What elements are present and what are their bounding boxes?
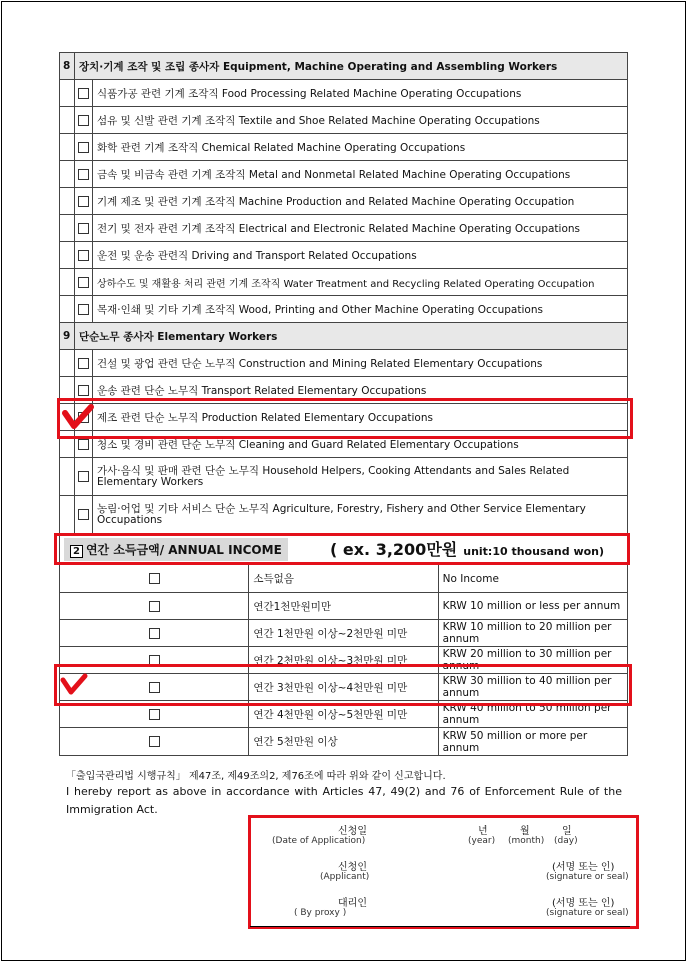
occupation-label: 식품가공 관련 기계 조작직 Food Processing Related Machine Operating Occupations	[93, 80, 628, 107]
proxy-en: ( By proxy )	[294, 908, 347, 918]
occupation-checkbox[interactable]	[78, 358, 89, 369]
income-en: KRW 10 million or less per annum	[438, 593, 627, 620]
occupation-label: 운전 및 운송 관련직 Driving and Transport Related Occupations	[93, 242, 628, 269]
declaration-kr: 「출입국관리법 시행규칙」 제47조, 제49조의2, 제76조에 따라 위와 같이 신고합니다.	[66, 771, 446, 782]
proxy-sign-kr: (서명 또는 인)	[552, 898, 615, 909]
income-kr: 연간1천만원미만	[249, 593, 438, 620]
applicant-sign-kr: (서명 또는 인)	[552, 862, 615, 873]
year-kr: 년	[478, 826, 488, 837]
highlight-box-income-selected	[54, 664, 632, 706]
day-kr: 일	[562, 826, 572, 837]
highlight-box-income-header	[54, 533, 630, 565]
income-kr: 연간 3천만원 이상~4천만원 미만	[249, 674, 438, 701]
occupation-row	[60, 215, 628, 242]
occupation-label: 전기 및 전자 관련 기계 조작직 Electrical and Electronic Related Machine Operating Occupations	[93, 215, 628, 242]
occupation-checkbox[interactable]	[78, 385, 89, 396]
occupation-label: 건설 및 광업 관련 단순 노무직 Construction and Mining Related Elementary Occupations	[93, 350, 628, 377]
income-section-number: 2	[70, 545, 83, 558]
occupation-checkbox[interactable]	[78, 169, 89, 180]
occupation-label: 제조 관련 단순 노무직 Production Related Elementary Occupations	[93, 404, 628, 431]
section-9-title: 단순노무 종사자 Elementary Workers	[75, 323, 628, 350]
occupation-checkbox[interactable]	[78, 471, 89, 482]
income-kr: 연간 1천만원 이상~2천만원 미만	[249, 620, 438, 647]
income-checkbox[interactable]	[149, 709, 160, 720]
application-date-en: (Date of Application)	[272, 836, 366, 846]
day-en: (day)	[554, 836, 578, 846]
section-8-title: 장치·기계 조작 및 조립 종사자 Equipment, Machine Operating and Assembling Workers	[75, 53, 628, 80]
income-kr: 연간 5천만원 이상	[249, 728, 438, 756]
income-row	[60, 620, 628, 647]
income-kr: 연간 2천만원 이상~3천만원 미만	[249, 647, 438, 674]
income-kr: 소득없음	[249, 565, 438, 593]
occupation-label: 농림·어업 및 기타 서비스 단순 노무직 Agriculture, Forestry, Fishery and Other Service Elementary Occupations	[93, 496, 628, 534]
occupation-row	[60, 496, 628, 534]
application-date-kr: 신청일	[338, 826, 367, 837]
applicant-sign-en: (signature or seal)	[546, 872, 629, 882]
income-checkbox[interactable]	[149, 573, 160, 584]
occupation-label: 청소 및 경비 관련 단순 노무직 Cleaning and Guard Related Elementary Occupations	[93, 431, 628, 458]
income-unit: unit:10 thousand won)	[463, 545, 605, 558]
occupation-row	[60, 161, 628, 188]
occupation-checkbox[interactable]	[78, 439, 89, 450]
income-en: KRW 20 million to 30 million per annum	[438, 647, 627, 674]
occupation-label: 금속 및 비금속 관련 기계 조작직 Metal and Nonmetal Related Machine Operating Occupations	[93, 161, 628, 188]
occupation-row	[60, 242, 628, 269]
occupation-checkbox[interactable]	[78, 304, 89, 315]
occupation-row	[60, 80, 628, 107]
occupation-row	[60, 458, 628, 496]
occupation-row	[60, 350, 628, 377]
proxy-kr: 대리인	[338, 898, 367, 909]
income-table	[59, 534, 628, 756]
occupation-row	[60, 134, 628, 161]
declaration-en: I hereby report as above in accordance with Articles 47, 49(2) and 76 of Enforcement Rule of the Immigration Act.	[66, 785, 622, 816]
income-checkbox[interactable]	[149, 628, 160, 639]
income-en: KRW 40 million to 50 million per annum	[438, 701, 627, 728]
signature-block	[250, 814, 630, 926]
applicant-en: (Applicant)	[320, 872, 370, 882]
occupation-label: 가사·음식 및 판매 관련 단순 노무직 Household Helpers, Cooking Attendants and Sales Related Elementary Workers	[93, 458, 628, 496]
proxy-sign-en: (signature or seal)	[546, 908, 629, 918]
income-row	[60, 593, 628, 620]
section-9-number: 9	[60, 323, 75, 350]
occupation-checkbox[interactable]	[78, 250, 89, 261]
occupation-row	[60, 188, 628, 215]
occupation-label: 기계 제조 및 관련 기계 조작직 Machine Production and Related Machine Operating Occupation	[93, 188, 628, 215]
income-row	[60, 565, 628, 593]
occupation-checkbox[interactable]	[78, 196, 89, 207]
occupation-row	[60, 269, 628, 296]
section-8-header	[60, 53, 628, 80]
month-kr: 월	[520, 826, 530, 837]
year-en: (year)	[468, 836, 496, 846]
section-8-number: 8	[60, 53, 75, 80]
occupation-checkbox[interactable]	[78, 509, 89, 520]
highlight-box-occupation	[57, 398, 633, 439]
occupation-label: 운송 관련 단순 노무직 Transport Related Elementary Occupations	[93, 377, 628, 404]
occupation-checkbox[interactable]	[78, 88, 89, 99]
applicant-kr: 신청인	[338, 862, 367, 873]
signature-divider	[250, 926, 630, 927]
occupation-checkbox[interactable]	[78, 223, 89, 234]
occupation-label: 화학 관련 기계 조작직 Chemical Related Machine Operating Occupations	[93, 134, 628, 161]
occupation-checkbox[interactable]	[78, 277, 89, 288]
occupation-row	[60, 107, 628, 134]
red-checkmark-icon	[60, 673, 88, 697]
income-title: 연간 소득금액/ ANNUAL INCOME	[85, 543, 282, 557]
income-kr: 연간 4천만원 이상~5천만원 미만	[249, 701, 438, 728]
occupation-label: 섬유 및 신발 관련 기계 조작직 Textile and Shoe Related Machine Operating Occupations	[93, 107, 628, 134]
income-en: KRW 10 million to 20 million per annum	[438, 620, 627, 647]
section-9-header	[60, 323, 628, 350]
occupation-table	[59, 52, 628, 534]
occupation-checkbox[interactable]	[78, 142, 89, 153]
income-en: No Income	[438, 565, 627, 593]
red-checkmark-icon	[62, 404, 94, 430]
income-en: KRW 50 million or more per annum	[438, 728, 627, 756]
income-checkbox[interactable]	[149, 601, 160, 612]
income-row	[60, 728, 628, 756]
occupation-checkbox[interactable]	[78, 115, 89, 126]
occupation-label: 목재·인쇄 및 기타 기계 조작직 Wood, Printing and Other Machine Operating Occupations	[93, 296, 628, 323]
income-en: KRW 30 million to 40 million per annum	[438, 674, 627, 701]
occupation-row	[60, 296, 628, 323]
income-checkbox[interactable]	[149, 736, 160, 747]
occupation-label: 상하수도 및 재활용 처리 관련 기계 조작직 Water Treatment and Recycling Related Operating Occupation	[93, 269, 628, 296]
income-example-value: ( ex. 3,200만원	[330, 540, 458, 559]
month-en: (month)	[508, 836, 545, 846]
